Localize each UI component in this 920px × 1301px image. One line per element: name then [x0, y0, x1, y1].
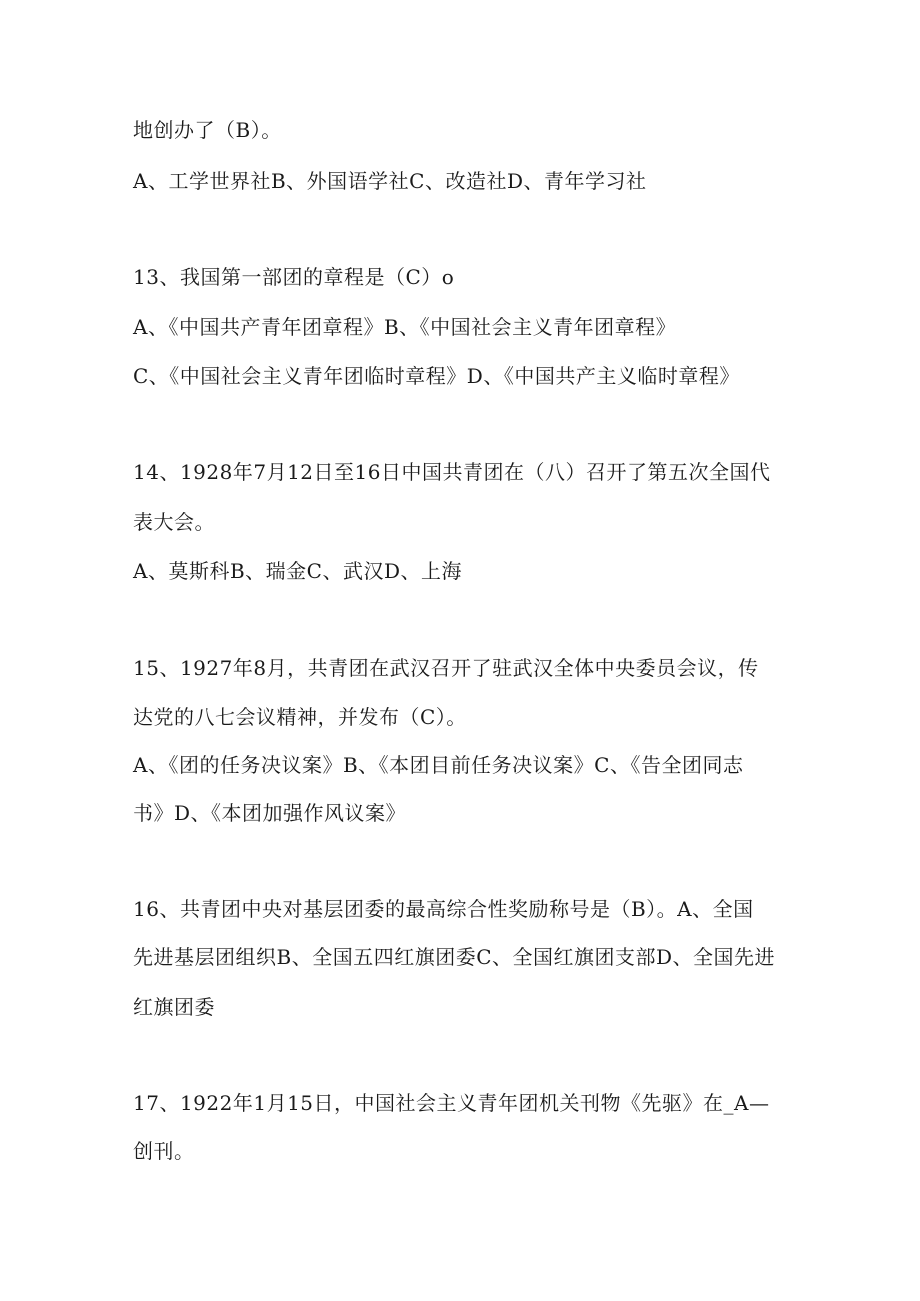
q17-stem-line-1: 17、1922年1月15日，中国社会主义青年团机关刊物《先驱》在_A— [133, 1091, 770, 1115]
q14-stem-line-2: 表大会。 [133, 510, 215, 534]
q12-stem-line: 地创办了（B）。 [133, 118, 282, 142]
q13-options-line-1: A、《中国共产青年团章程》B、《中国社会主义青年团章程》 [133, 315, 677, 339]
q16-line-1: 16、共青团中央对基层团委的最高综合性奖励称号是（B）。A、全国 [133, 897, 754, 921]
q12-options: A、工学世界社B、外国语学社C、改造社D、青年学习社 [133, 169, 647, 193]
q16-line-3: 红旗团委 [133, 995, 215, 1019]
q16-line-2: 先进基层团组织B、全国五四红旗团委C、全国红旗团支部D、全国先进 [133, 945, 776, 969]
q15-stem-line-1: 15、1927年8月，共青团在武汉召开了驻武汉全体中央委员会议，传 [133, 656, 759, 680]
q15-options-line-2: 书》D、《本团加强作风议案》 [133, 801, 407, 825]
q14-options: A、莫斯科B、瑞金C、武汉D、上海 [133, 559, 462, 583]
q17-stem-line-2: 创刊。 [133, 1139, 195, 1163]
q15-stem-line-2: 达党的八七会议精神，并发布（C）。 [133, 705, 467, 729]
q13-stem: 13、我国第一部团的章程是（C）o [133, 265, 455, 289]
q13-options-line-2: C、《中国社会主义青年团临时章程》D、《中国共产主义临时章程》 [133, 364, 740, 388]
q15-options-line-1: A、《团的任务决议案》B、《本团目前任务决议案》C、《告全团同志 [133, 753, 744, 777]
q14-stem-line-1: 14、1928年7月12日至16日中国共青团在（八）召开了第五次全国代 [133, 460, 771, 484]
